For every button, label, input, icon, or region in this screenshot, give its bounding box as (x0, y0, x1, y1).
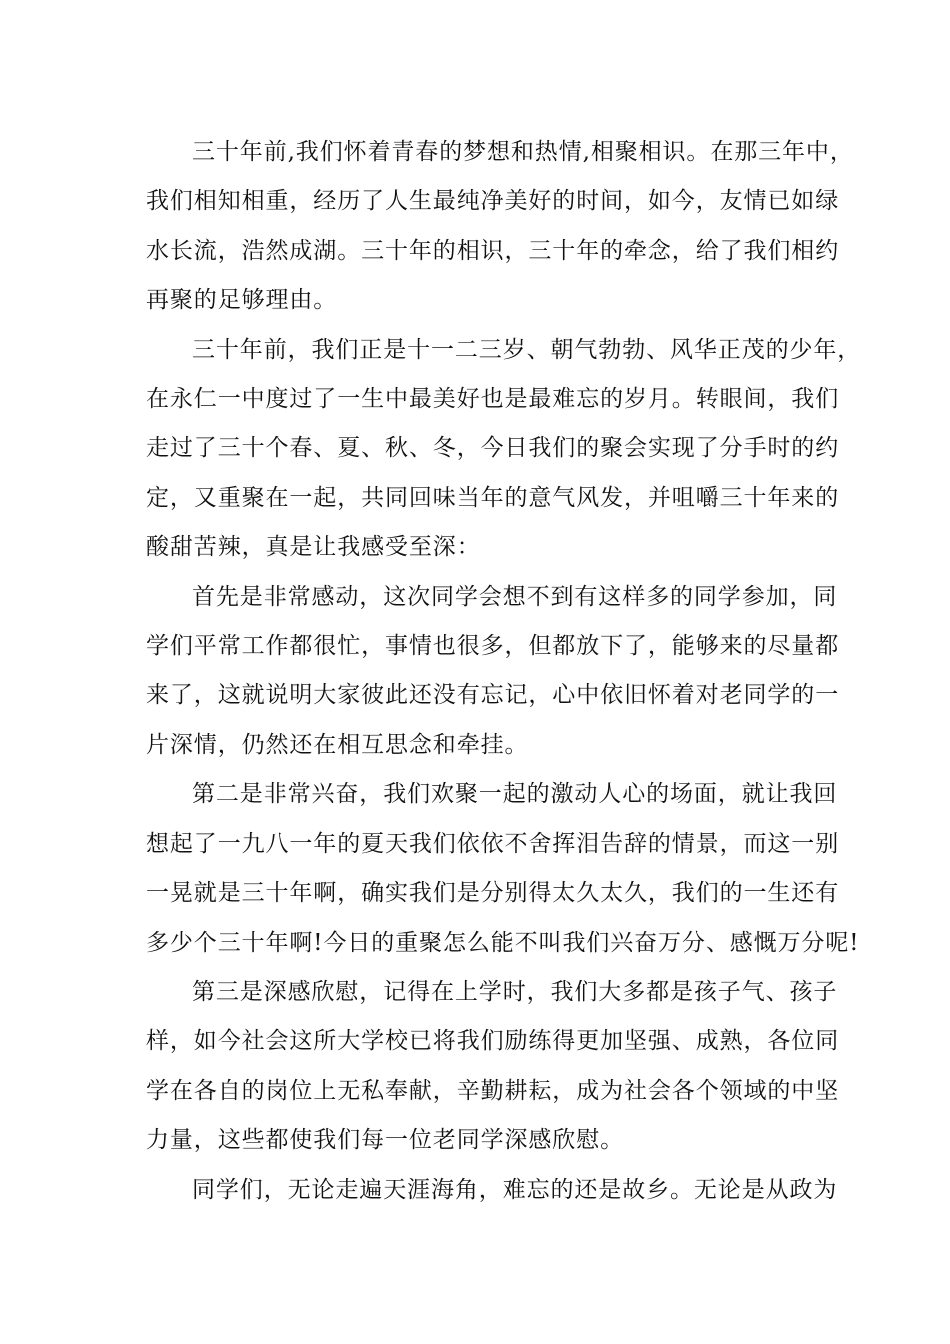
paragraph-line: 第二是非常兴奋，我们欢聚一起的激动人心的场面，就让我回 (192, 781, 838, 808)
paragraph-line: 学们平常工作都很忙，事情也很多，但都放下了，能够来的尽量都 (146, 633, 840, 660)
paragraph-line: 酸甜苦辣，真是让我感受至深： (146, 534, 481, 561)
paragraph-line: 来了，这就说明大家彼此还没有忘记，心中依旧怀着对老同学的一 (146, 682, 840, 709)
paragraph-line: 同学们，无论走遍天涯海角，难忘的还是故乡。无论是从政为 (192, 1176, 838, 1203)
paragraph-line: 三十年前，我们正是十一二三岁、朝气勃勃、风华正茂的少年， (192, 336, 862, 363)
paragraph-3 (146, 573, 840, 771)
paragraph-4 (146, 770, 860, 968)
paragraph-line: 走过了三十个春、夏、秋、冬，今日我们的聚会实现了分手时的约 (146, 435, 840, 462)
paragraph-line: 片深情，仍然还在相互思念和牵挂。 (146, 731, 529, 758)
paragraph-line: 三十年前,我们怀着青春的梦想和热情,相聚相识。在那三年中， (192, 139, 854, 165)
paragraph-line: 学在各自的岗位上无私奉献，辛勤耕耘，成为社会各个领域的中坚 (146, 1077, 840, 1104)
paragraph-line: 首先是非常感动，这次同学会想不到有这样多的同学参加，同 (192, 583, 838, 610)
document-body (146, 128, 862, 1215)
paragraph-line: 想起了一九八一年的夏天我们依依不舍挥泪告辞的情景，而这一别 (146, 830, 840, 857)
paragraph-6 (146, 1166, 838, 1215)
paragraph-line: 我们相知相重，经历了人生最纯净美好的时间，如今，友情已如绿 (146, 188, 840, 215)
paragraph-line: 再聚的足够理由。 (146, 287, 338, 314)
paragraph-line: 水长流，浩然成湖。三十年的相识，三十年的牵念，给了我们相约 (146, 237, 840, 264)
paragraph-line: 第三是深感欣慰，记得在上学时，我们大多都是孩子气、孩子 (192, 978, 838, 1005)
paragraph-line: 一晃就是三十年啊，确实我们是分别得太久太久，我们的一生还有 (146, 880, 840, 907)
paragraph-5 (146, 968, 840, 1166)
paragraph-line: 多少个三十年啊!今日的重聚怎么能不叫我们兴奋万分、感慨万分呢! (146, 929, 860, 956)
paragraph-line: 力量，这些都使我们每一位老同学深感欣慰。 (146, 1127, 624, 1154)
paragraph-1 (146, 128, 854, 326)
paragraph-2 (146, 326, 862, 573)
paragraph-line: 定，又重聚在一起，共同回味当年的意气风发，并咀嚼三十年来的 (146, 484, 840, 511)
paragraph-line: 样，如今社会这所大学校已将我们励练得更加坚强、成熟，各位同 (146, 1028, 840, 1055)
paragraph-line: 在永仁一中度过了一生中最美好也是最难忘的岁月。转眼间，我们 (146, 386, 840, 413)
